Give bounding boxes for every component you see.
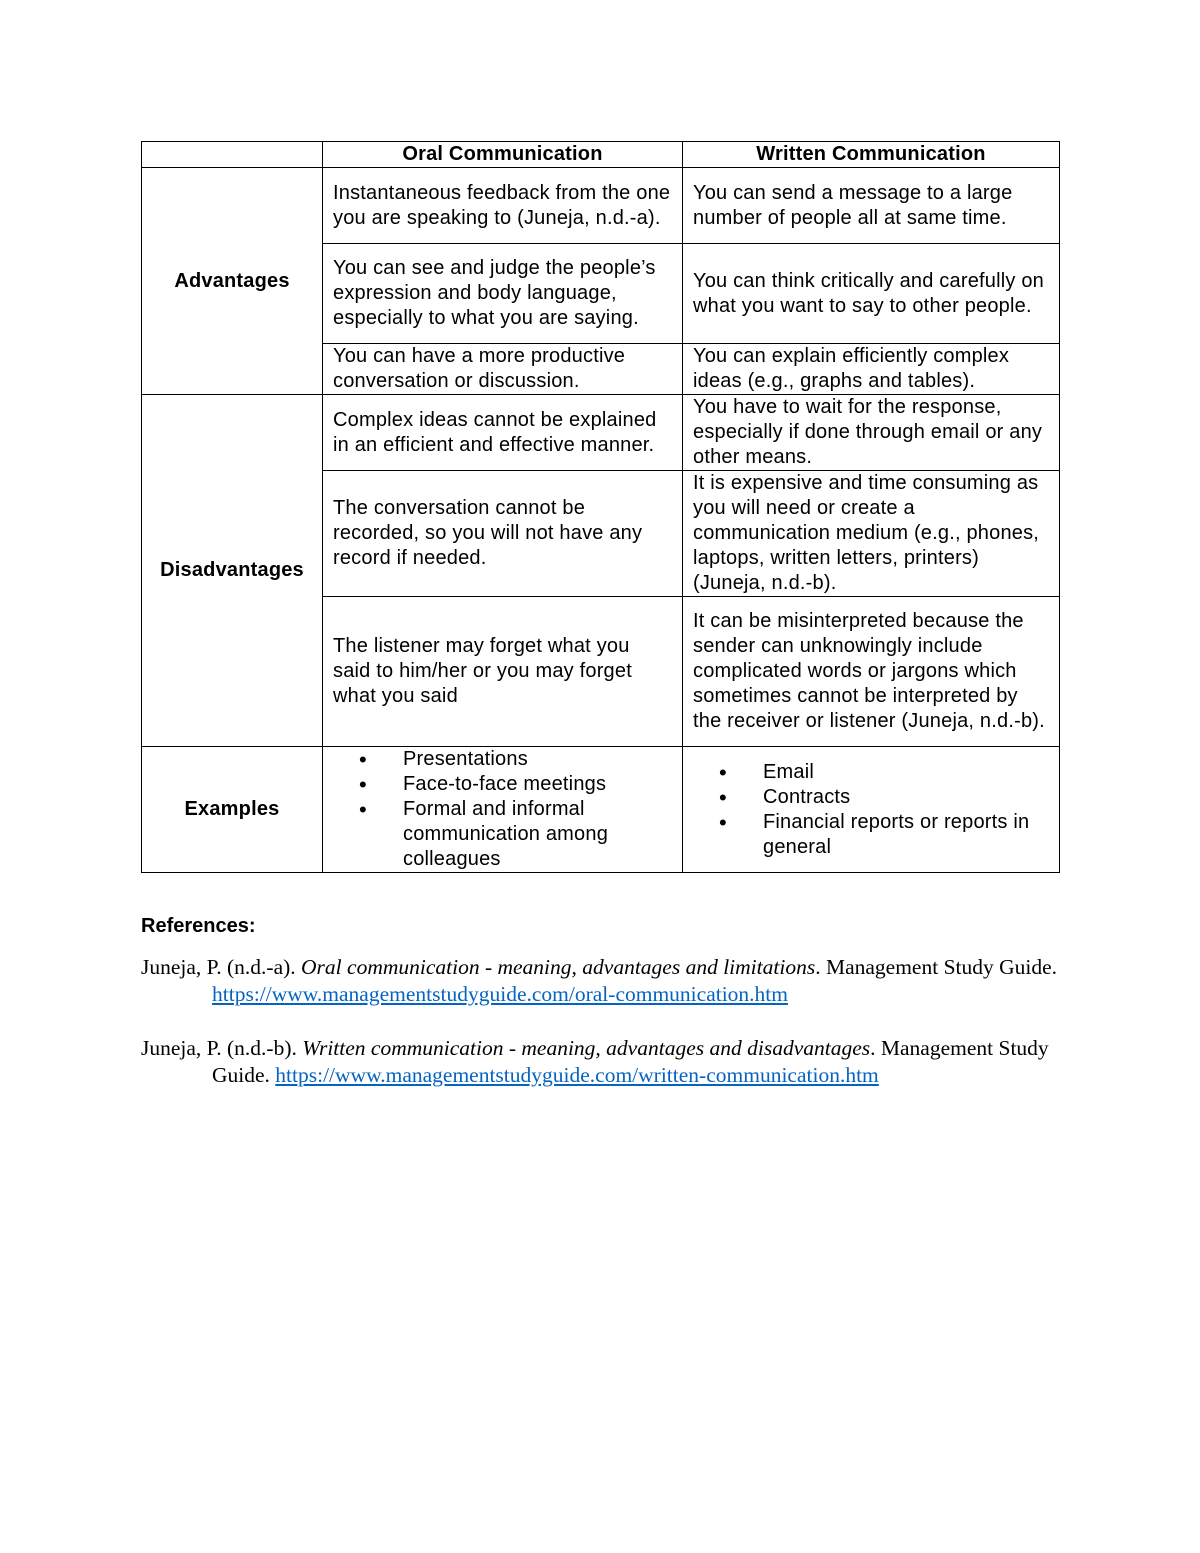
header-corner-cell: [142, 142, 323, 168]
written-disadvantage-cell: It is expensive and time consuming as you will need or create a communication medium (e.g., phones, laptops, written letters, printers) (Juneja, n.d.-b).: [683, 471, 1060, 597]
reference-entry: [141, 954, 1061, 1008]
row-label-advantages: Advantages: [142, 168, 323, 395]
list-item: • Presentations: [333, 747, 672, 772]
list-item: • Contracts: [693, 785, 1049, 810]
list-item: • Financial reports or reports in general: [693, 810, 1049, 860]
written-examples-list: [693, 760, 1049, 860]
header-written: Written Communication: [683, 142, 1060, 168]
comparison-table: [141, 141, 1060, 873]
header-row: [142, 142, 1060, 168]
reference-author: Juneja, P. (n.d.-b).: [141, 1036, 303, 1060]
written-disadvantage-cell: It can be misinterpreted because the sender can unknowingly include complicated words or jargons which sometimes cannot be interpreted by the receiver or listener (Juneja, n.d.-b).: [683, 597, 1060, 747]
written-advantage-cell: You can send a message to a large number of people all at same time.: [683, 168, 1060, 244]
header-oral: Oral Communication: [323, 142, 683, 168]
oral-advantage-cell: You can see and judge the people’s expression and body language, especially to what you are saying.: [323, 244, 683, 344]
table-row: [142, 747, 1060, 873]
list-item: • Email: [693, 760, 1049, 785]
row-label-disadvantages: Disadvantages: [142, 395, 323, 747]
written-advantage-cell: You can think critically and carefully on what you want to say to other people.: [683, 244, 1060, 344]
table-row: [142, 395, 1060, 471]
row-label-examples: Examples: [142, 747, 323, 873]
written-advantage-cell: You can explain efficiently complex ideas (e.g., graphs and tables).: [683, 344, 1060, 395]
oral-advantage-cell: Instantaneous feedback from the one you are speaking to (Juneja, n.d.-a).: [323, 168, 683, 244]
oral-disadvantage-cell: Complex ideas cannot be explained in an efficient and effective manner.: [323, 395, 683, 471]
reference-link[interactable]: https://www.managementstudyguide.com/oral-communication.htm: [212, 982, 789, 1006]
list-item: • Formal and informal communication among colleagues: [333, 797, 672, 872]
list-item: • Face-to-face meetings: [333, 772, 672, 797]
oral-examples-list: [333, 747, 672, 872]
references-section: [141, 912, 1061, 1116]
oral-advantage-cell: You can have a more productive conversation or discussion.: [323, 344, 683, 395]
oral-disadvantage-cell: The listener may forget what you said to him/her or you may forget what you said: [323, 597, 683, 747]
table-row: [142, 168, 1060, 244]
reference-author: Juneja, P. (n.d.-a).: [141, 955, 302, 979]
reference-entry: [141, 1035, 1061, 1089]
reference-publisher: . Management Study Guide.: [815, 955, 1058, 979]
oral-examples-cell: [323, 747, 683, 873]
reference-title: Written communication - meaning, advantages and disadvantages: [302, 1036, 871, 1060]
oral-disadvantage-cell: The conversation cannot be recorded, so you will not have any record if needed.: [323, 471, 683, 597]
written-disadvantage-cell: You have to wait for the response, especially if done through email or any other means.: [683, 395, 1060, 471]
written-examples-cell: [683, 747, 1060, 873]
reference-publisher: . Management Study Guide.: [212, 1036, 1049, 1087]
references-heading: References:: [141, 915, 256, 937]
reference-link[interactable]: https://www.managementstudyguide.com/written-communication.htm: [275, 1063, 879, 1087]
reference-title: Oral communication - meaning, advantages and limitations: [301, 955, 816, 979]
